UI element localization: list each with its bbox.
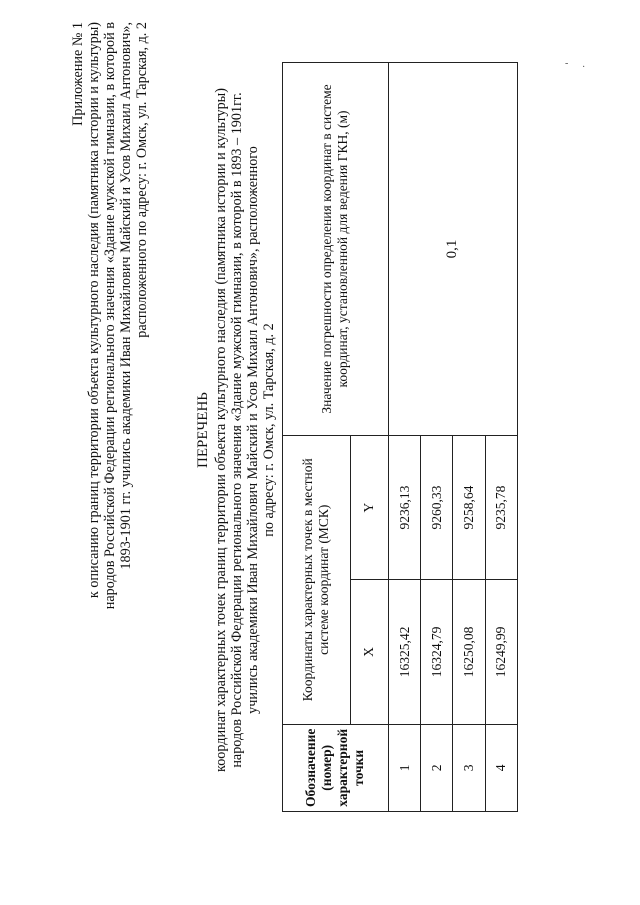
header-error: Значение погрешности определения координат в системе координат, установленной для ведения ГКН, (м) — [283, 63, 389, 436]
appendix-line: расположенного по адресу: г. Омск, ул. Тарская, д. 2 — [134, 22, 150, 338]
point-number: 4 — [485, 724, 517, 811]
appendix-line: к описанию границ территории объекта культурного наследия (памятника истории и культуры) — [86, 22, 102, 599]
coordinates-table — [282, 62, 518, 812]
coord-y: 9258,64 — [453, 435, 485, 579]
document-page — [0, 10, 610, 880]
header-point-number: Обозначение (номер) характерной точки — [283, 724, 389, 811]
subtitle-line: народов Российской Федерации регионального значения «Здание мужской гимназии, в которой в 1893 – 1901гг. — [229, 92, 245, 768]
header-coordinates: Координаты характерных точек в местной системе координат (МСК) — [283, 435, 351, 724]
scan-speck: · — [582, 62, 586, 73]
appendix-line: Приложение № 1 — [70, 22, 86, 126]
document-title: ПЕРЕЧЕНЬ — [195, 392, 211, 468]
header-x: X — [350, 580, 388, 724]
table-row — [388, 63, 420, 812]
point-number: 1 — [388, 724, 420, 811]
appendix-header — [70, 22, 150, 822]
point-number: 2 — [421, 724, 453, 811]
error-value: 0,1 — [388, 63, 517, 436]
appendix-line: 1893-1901 гг. учились академики Иван Михайлович Майский и Усов Михаил Антонович», — [118, 22, 134, 570]
coord-x: 16325,42 — [388, 580, 420, 724]
header-y: Y — [350, 435, 388, 579]
point-number: 3 — [453, 724, 485, 811]
title-block — [195, 70, 277, 790]
subtitle-line: по адресу: г. Омск, ул. Тарская, д. 2 — [261, 323, 277, 537]
coord-x: 16324,79 — [421, 580, 453, 724]
coord-y: 9236,13 — [388, 435, 420, 579]
coord-x: 16249,99 — [485, 580, 517, 724]
coord-y: 9260,33 — [421, 435, 453, 579]
subtitle-line: координат характерных точек границ территории объекта культурного наследия (памятника истории и культуры) — [213, 88, 229, 772]
scan-speck: - — [565, 58, 569, 69]
appendix-line: народов Российской Федерации регионального значения «Здание мужской гимназии, в которой в — [102, 22, 118, 610]
coord-y: 9235,78 — [485, 435, 517, 579]
coord-x: 16250,08 — [453, 580, 485, 724]
subtitle-line: учились академики Иван Михайлович Майский и Усов Михаил Антонович», расположенного — [245, 146, 261, 714]
